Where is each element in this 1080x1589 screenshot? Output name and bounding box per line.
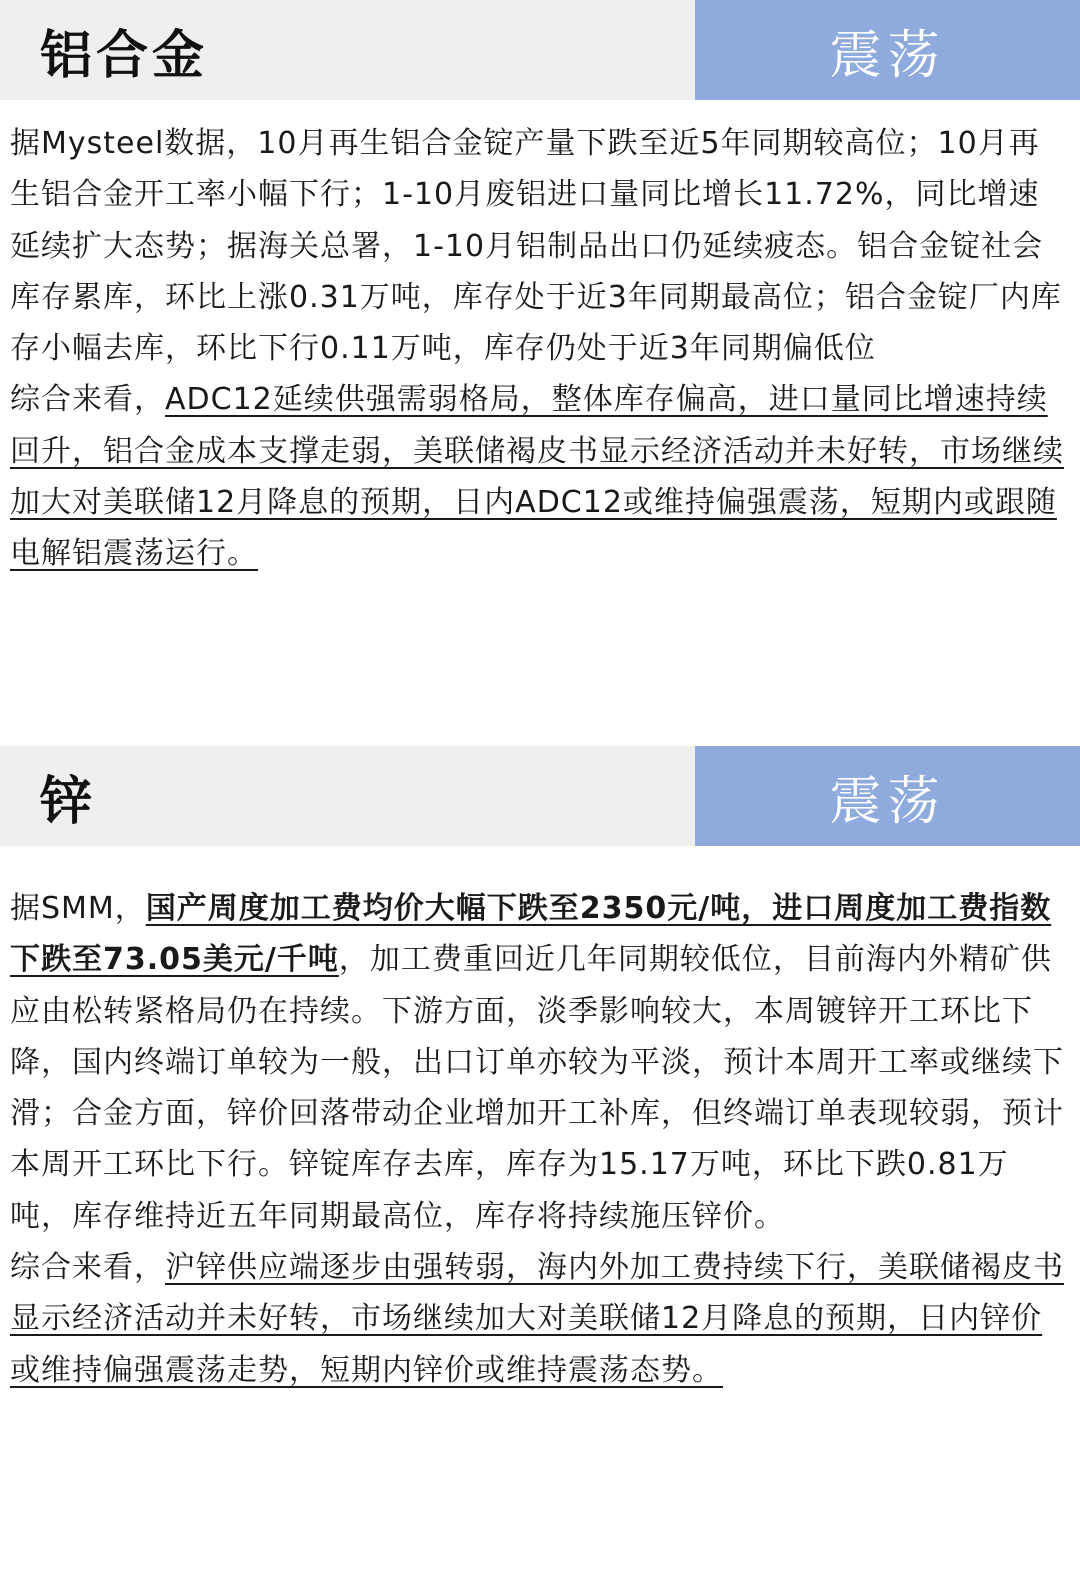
status-badge <box>695 746 1080 846</box>
data-paragraph <box>10 883 1068 1242</box>
section-body <box>0 100 1080 580</box>
section-title: 铝合金 <box>40 24 209 86</box>
data-paragraph: 据Mysteel数据，10月再生铝合金锭产量下跌至近5年同期较高位；10月再生铝合金开工率小幅下行；1-10月废铝进口量同比增长11.72%，同比增速延续扩大态势；据海关总署，1-10月铝制品出口仍延续疲态。铝合金锭社会库存累库，环比上涨0.31万吨，库存处于近3年同期最高位；铝合金锭厂内库存小幅去库，环比下行0.11万吨，库存仍处于近3年同期偏低位 <box>10 126 1062 367</box>
summary-prefix: 综合来看， <box>10 1250 165 1286</box>
section-title-bar <box>0 746 695 846</box>
section-header <box>0 0 1080 100</box>
section-header <box>0 746 1080 846</box>
section-title-bar <box>0 0 695 100</box>
status-badge <box>695 0 1080 100</box>
section-body <box>0 846 1080 1396</box>
zinc-section <box>0 746 1080 1396</box>
data-prefix: 据SMM， <box>10 891 146 926</box>
key-data-highlight: 国产周度加工费均价大幅下跌至2350元/吨，进口周度加工费指数下跌至73.05美元/千吨 <box>10 891 1052 978</box>
summary-paragraph <box>10 1242 1068 1396</box>
section-title: 锌 <box>40 770 97 832</box>
data-rest: ，加工费重回近几年同期较低位，目前海内外精矿供应由松转紧格局仍在持续。下游方面，淡季影响较大，本周镀锌开工环比下降，国内终端订单较为一般，出口订单亦较为平淡，预计本周开工率或继续下滑；合金方面，锌价回落带动企业增加开工补库，但终端订单表现较弱，预计本周开工环比下行。锌锭库存去库，库存为15.17万吨，环比下跌0.81万吨，库存维持近五年同期最高位，库存将持续施压锌价。 <box>10 942 1064 1234</box>
status-label: 震荡 <box>829 771 946 832</box>
summary-prefix: 综合来看， <box>10 382 165 418</box>
summary-conclusion: 沪锌供应端逐步由强转弱，海内外加工费持续下行，美联储褐皮书显示经济活动并未好转，市场继续加大对美联储12月降息的预期，日内锌价或维持偏强震荡走势，短期内锌价或维持震荡态势。 <box>10 1250 1064 1388</box>
summary-paragraph <box>10 374 1068 579</box>
aluminum-alloy-section <box>0 0 1080 580</box>
status-label: 震荡 <box>829 25 946 86</box>
summary-conclusion: ADC12延续供强需弱格局，整体库存偏高，进口量同比增速持续回升，铝合金成本支撑走弱，美联储褐皮书显示经济活动并未好转，市场继续加大对美联储12月降息的预期，日内ADC12或维持偏强震荡，短期内或跟随电解铝震荡运行。 <box>10 382 1064 572</box>
